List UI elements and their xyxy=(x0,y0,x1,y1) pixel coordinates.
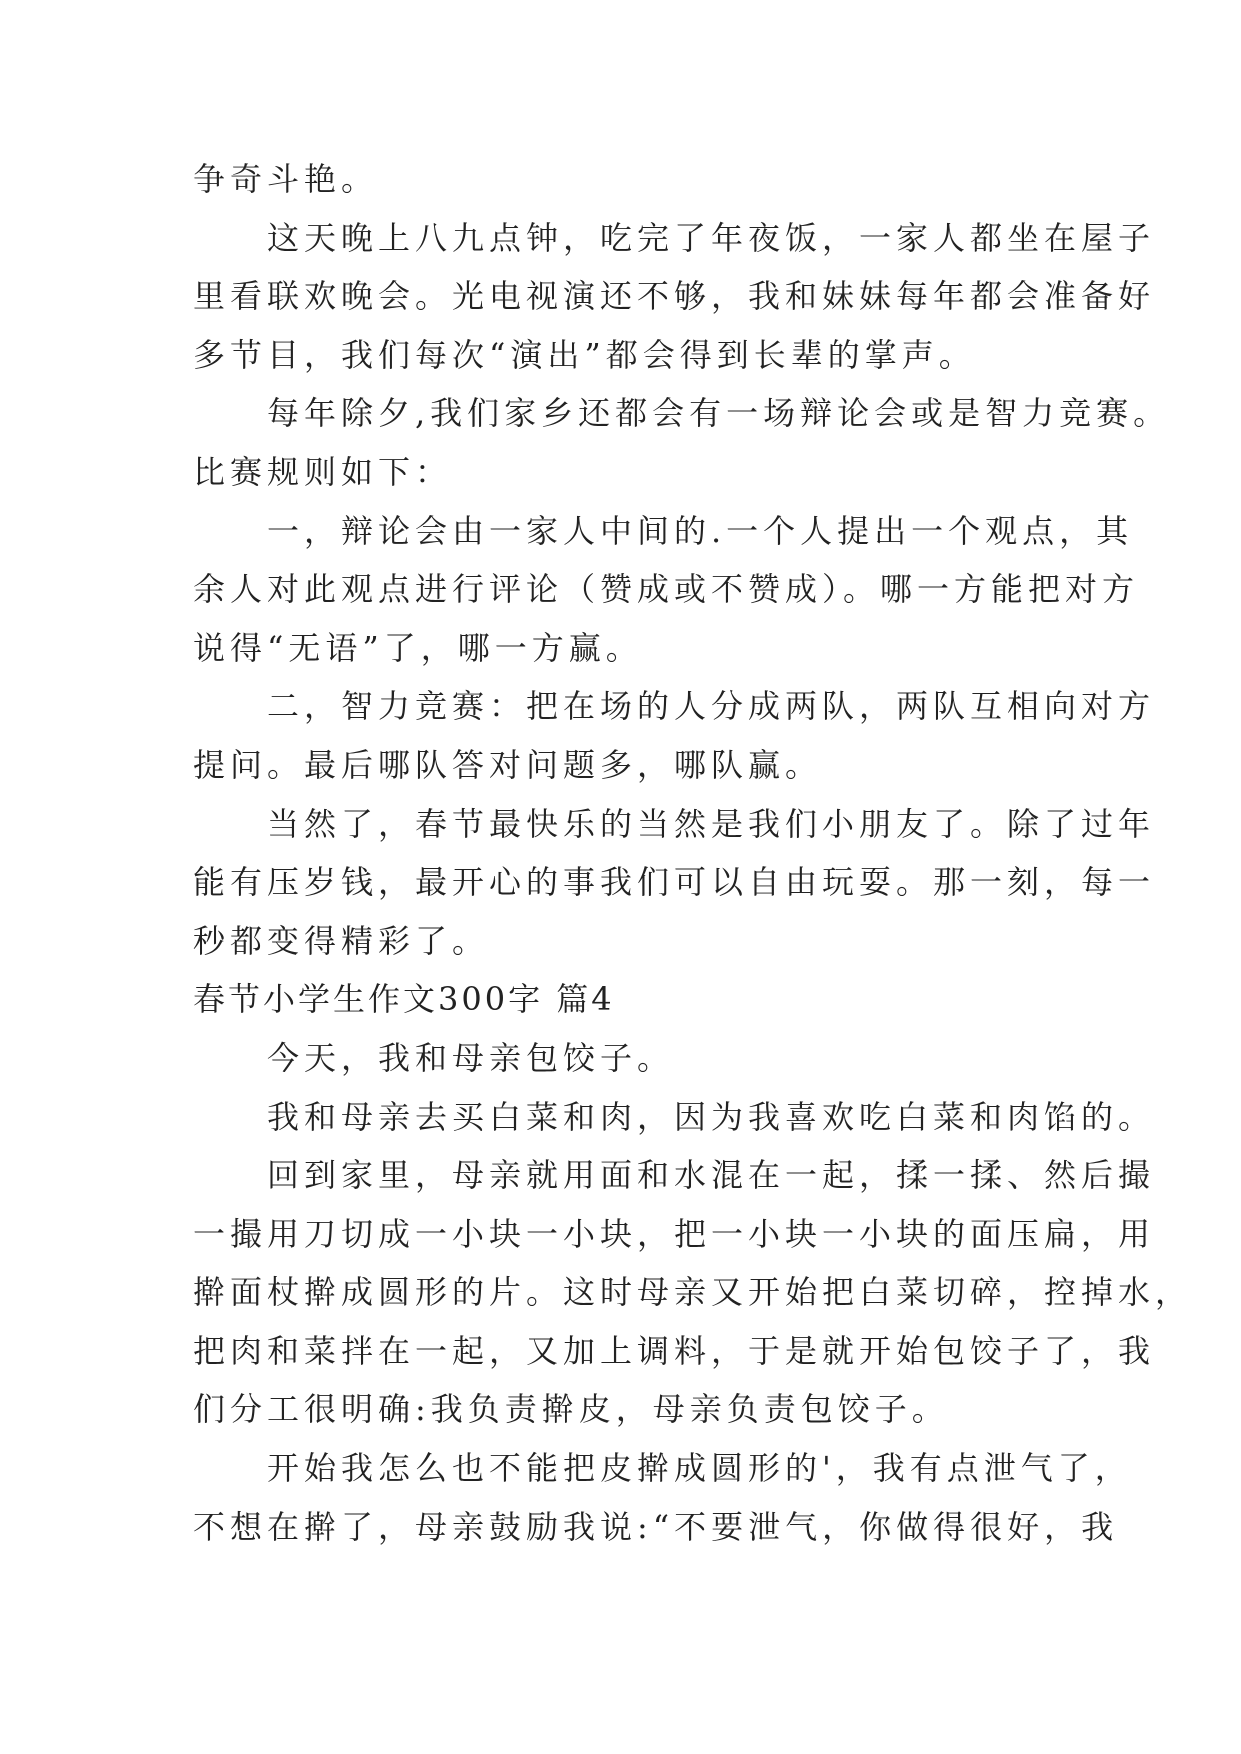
text-line: 说得“无语”了，哪一方赢。 xyxy=(193,628,643,667)
text-line: 余人对此观点进行评论（赞成或不赞成）。哪一方能把对方 xyxy=(193,570,1140,609)
text-line: 二，智力竞赛：把在场的人分成两队，两队互相向对方 xyxy=(267,687,1156,726)
text-line: 这天晚上八九点钟，吃完了年夜饭，一家人都坐在屋子 xyxy=(267,218,1156,257)
text-line: 能有压岁钱，最开心的事我们可以自由玩耍。那一刻，每一 xyxy=(193,863,1156,902)
text-line: 回到家里，母亲就用面和水混在一起，揉一揉、然后撮 xyxy=(267,1156,1156,1195)
text-line: 多节目，我们每次“演出”都会得到长辈的掌声。 xyxy=(193,335,976,374)
text-line: 里看联欢晚会。光电视演还不够，我和妹妹每年都会准备好 xyxy=(193,277,1156,316)
text-line: 开始我怎么也不能把皮擀成圆形的'，我有点泄气了， xyxy=(267,1449,1132,1488)
text-line: 我和母亲去买白菜和肉，因为我喜欢吃白菜和肉馅的。 xyxy=(267,1097,1156,1136)
text-line: 不想在擀了，母亲鼓励我说:“不要泄气，你做得很好，我 xyxy=(193,1507,1119,1546)
section-heading: 春节小学生作文300字 篇4 xyxy=(193,980,615,1019)
text-line: 擀面杖擀成圆形的片。这时母亲又开始把白菜切碎，控掉水， xyxy=(193,1273,1193,1312)
text-line: 比赛规则如下： xyxy=(193,452,453,491)
text-line: 每年除夕,我们家乡还都会有一场辩论会或是智力竞赛。 xyxy=(267,394,1171,433)
text-line: 把肉和菜拌在一起，又加上调料，于是就开始包饺子了，我 xyxy=(193,1331,1156,1370)
text-line: 争奇斗艳。 xyxy=(193,160,379,198)
text-line: 提问。最后哪队答对问题多，哪队赢。 xyxy=(193,745,823,784)
text-line: 今天，我和母亲包饺子。 xyxy=(267,1038,675,1077)
text-line: 一，辩论会由一家人中间的.一个人提出一个观点，其 xyxy=(267,511,1134,550)
text-line: 当然了，春节最快乐的当然是我们小朋友了。除了过年 xyxy=(267,804,1156,843)
document-body xyxy=(193,150,1193,1556)
text-line: 一撮用刀切成一小块一小块，把一小块一小块的面压扁，用 xyxy=(193,1214,1156,1253)
text-line: 们分工很明确:我负责擀皮，母亲负责包饺子。 xyxy=(193,1390,949,1429)
text-line: 秒都变得精彩了。 xyxy=(193,921,490,960)
